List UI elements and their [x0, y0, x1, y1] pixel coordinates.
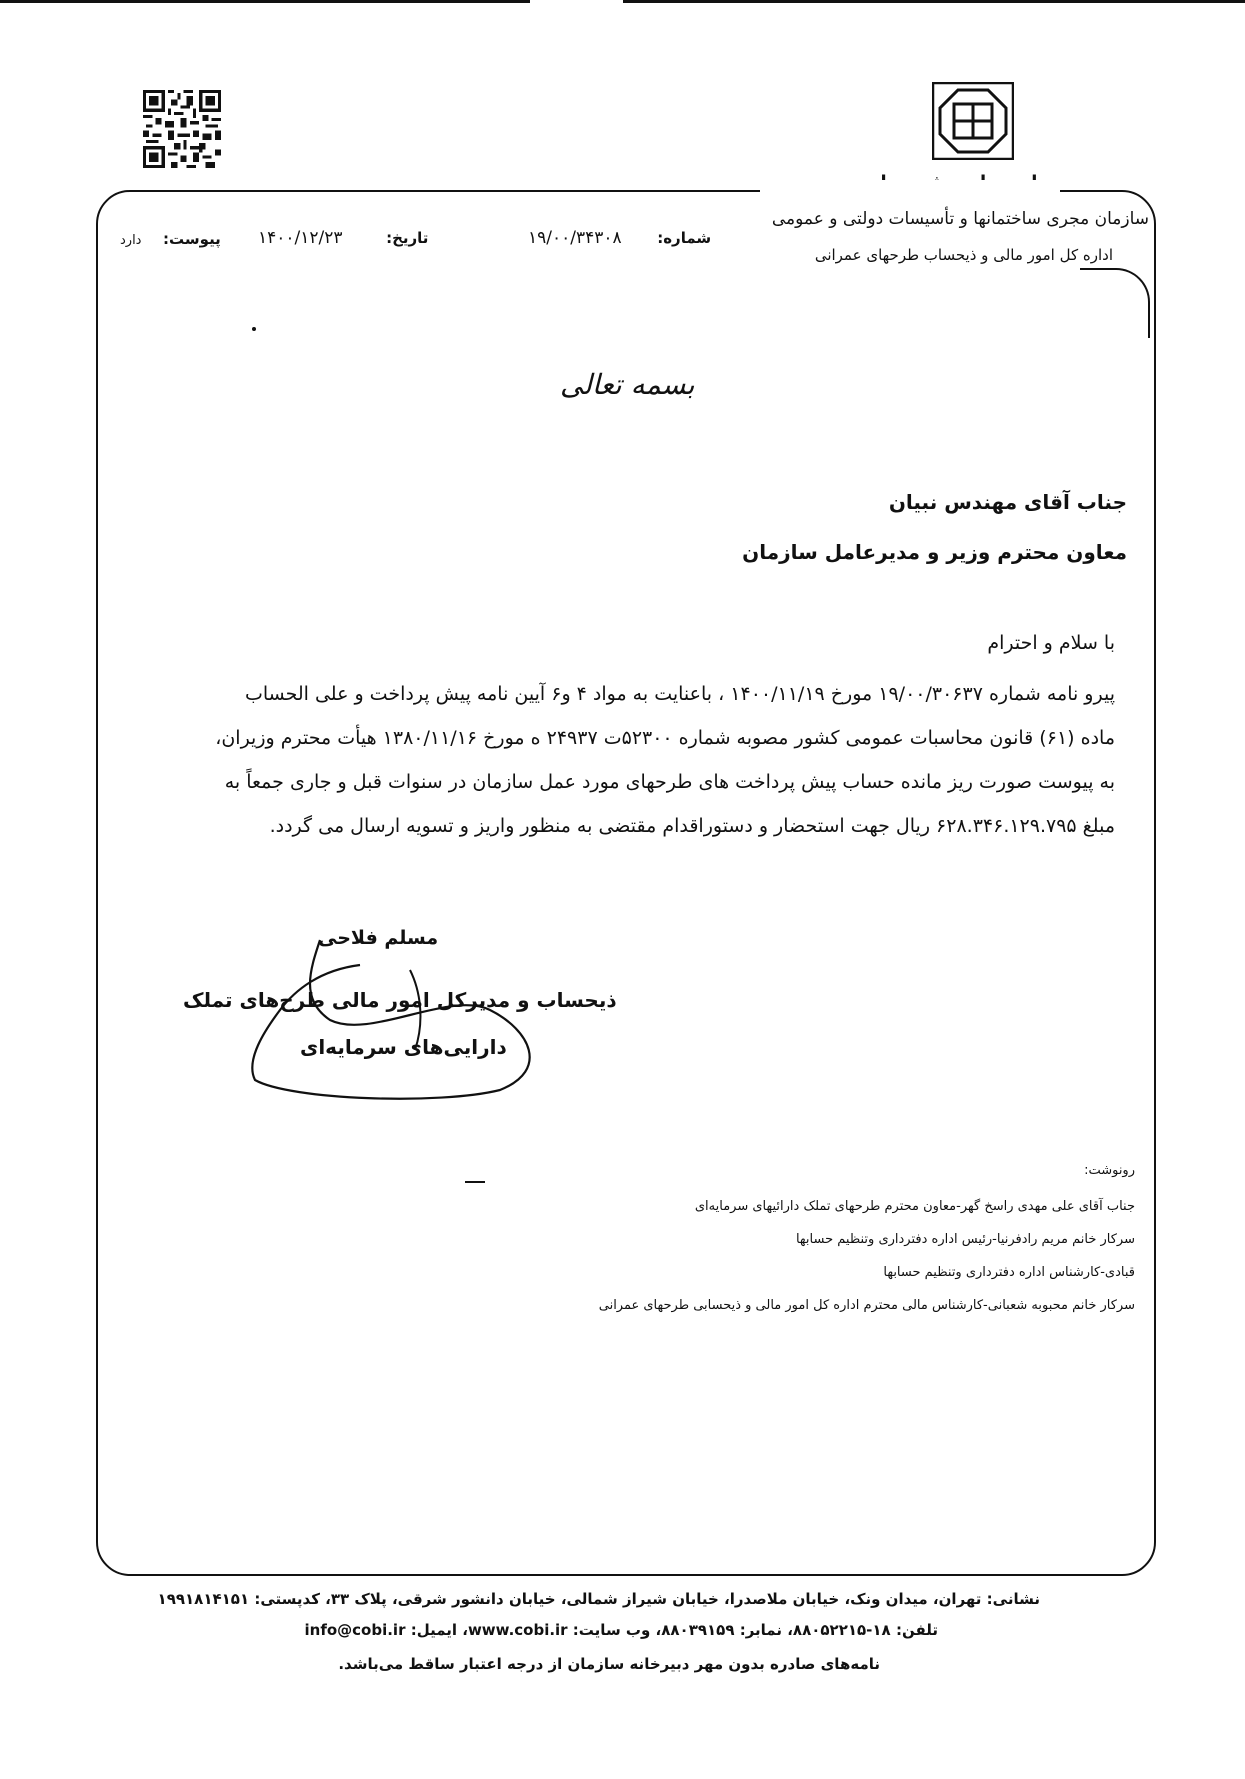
department-name: اداره کل امور مالی و ذیحساب طرحهای عمرانی [814, 246, 1113, 264]
body-line: ماده (۶۱) قانون محاسبات عمومی کشور مصوبه شماره ۵۲۳۰۰ت ۲۴۹۳۷ ه مورخ ۱۳۸۰/۱۱/۱۶ هیأت محترم وزیران، [215, 727, 1115, 749]
letter-date-value: ۱۴۰۰/۱۲/۲۳ [258, 228, 343, 248]
cc-item: سرکار خانم مریم رادفرنیا-رئیس اداره دفترداری وتنظیم حسابها [795, 1232, 1135, 1247]
letter-date [258, 228, 428, 248]
qr-code-icon [143, 90, 221, 168]
body-line: پیرو نامه شماره ۱۹/۰۰/۳۰۶۳۷ مورخ ۱۴۰۰/۱۱/۱۹ ، باعنایت به مواد ۴ و۶ آیین نامه پیش پرداخت و علی الحساب [244, 683, 1115, 705]
cc-item: قبادی-کارشناس اداره دفترداری وتنظیم حسابها [883, 1265, 1135, 1280]
letter-attachment-value: دارد [120, 233, 142, 248]
letter-number-value: ۱۹/۰۰/۳۴۳۰۸ [528, 228, 622, 248]
signatory-title-cont: دارایی‌های سرمایه‌ای [300, 1035, 507, 1059]
scan-edge-line-right [623, 0, 1245, 3]
letter-attachment-label: پیوست: [163, 230, 221, 248]
signatory-name: مسلم فلاحی [318, 927, 439, 949]
ink-mark [465, 1181, 485, 1183]
handwritten-signature [250, 930, 560, 1100]
cc-item: جناب آقای علی مهدی راسخ گهر-معاون محترم طرحهای تملک دارائیهای سرمایه‌ای [694, 1199, 1135, 1214]
letter-number [528, 228, 711, 248]
footer-address: نشانی: تهران، میدان ونک، خیابان ملاصدرا، خیابان شیراز شمالی، خیابان دانشور شرقی، پلاک ۳۳، کدپستی: ۱۹۹۱۸۱۴۱۵۱ [157, 1590, 1040, 1608]
ink-dot [252, 327, 256, 331]
body-line: مبلغ ۶۲۸.۳۴۶.۱۲۹.۷۹۵ ریال جهت استحضار و دستوراقدام مقتضی به منظور واریز و تسویه ارسال می گردد. [269, 815, 1115, 837]
organization-name: سازمان مجری ساختمانها و تأسیسات دولتی و عمومی [771, 209, 1149, 229]
frame-gap [760, 180, 1060, 196]
footer-contact: تلفن: ۱۸-۸۸۰۵۲۲۱۵، نمابر: ۸۸۰۳۹۱۵۹، وب سایت: www.cobi.ir، ایمیل: info@cobi.ir [304, 1621, 938, 1639]
letter-body [150, 672, 1115, 848]
letter-date-label: تاریخ: [386, 229, 429, 247]
body-line: به پیوست صورت ریز مانده حساب پیش پرداخت های طرحهای مورد عمل سازمان در سنوات قبل و جاری جمعاً به [224, 771, 1115, 793]
addressee-title: معاون محترم وزیر و مدیرعامل سازمان [742, 540, 1127, 564]
bismillah-heading: بسمه تعالی [560, 368, 695, 401]
addressee-name: جناب آقای مهندس نبیان [888, 490, 1127, 514]
footer-notice: نامه‌های صادره بدون مهر دبیرخانه سازمان از درجه اعتبار ساقط می‌باشد. [338, 1655, 880, 1673]
letter-attachment [120, 230, 221, 248]
frame-inner-curve [1080, 268, 1150, 338]
scan-edge-line-left [0, 0, 530, 3]
cc-heading: رونوشت: [1084, 1163, 1135, 1178]
organization-logo-icon [932, 82, 1014, 160]
signatory-title: ذیحساب و مدیرکل امور مالی طرح‌های تملک [183, 988, 617, 1012]
letter-number-label: شماره: [657, 229, 712, 247]
greeting: با سلام و احترام [987, 632, 1115, 654]
cc-item: سرکار خانم محبوبه شعبانی-کارشناس مالی محترم اداره کل امور مالی و ذیحسابی طرحهای عمرانی [598, 1298, 1135, 1313]
